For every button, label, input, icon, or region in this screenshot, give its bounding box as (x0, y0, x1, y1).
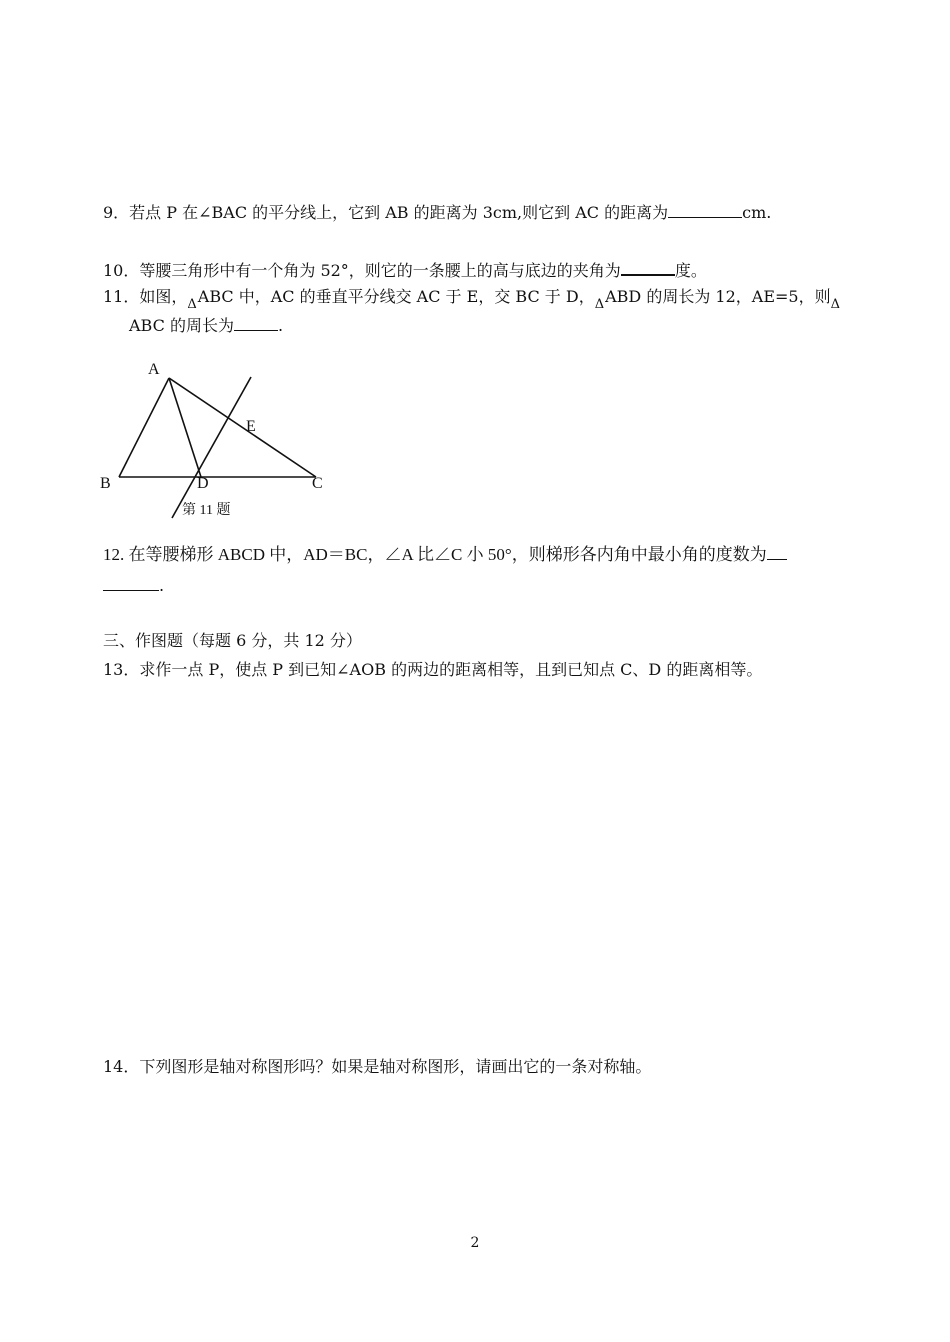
label-b: B (100, 475, 111, 492)
question-12-line-2 (103, 575, 164, 597)
answer-blank-10 (621, 260, 675, 276)
question-11-text-a: ABC 中，AC 的垂直平分线交 AC 于 E，交 BC 于 D， (197, 287, 595, 306)
question-11-intro: 11．如图， (103, 287, 188, 306)
question-11-line-2 (129, 315, 283, 337)
question-10-unit: 度。 (674, 261, 707, 280)
question-12-text: 12. 在等腰梯形 ABCD 中，AD＝BC，∠A 比∠C 小 50°，则梯形各内角中最小角的度数为 (103, 545, 767, 564)
label-d: D (197, 475, 209, 492)
label-c: C (312, 475, 323, 492)
perpendicular-bisector (172, 377, 251, 518)
question-9-text: 9．若点 P 在∠BAC 的平分线上，它到 AB 的距离为 3cm,则它到 AC 的距离为 (103, 203, 669, 222)
question-9-unit: cm. (742, 203, 772, 222)
answer-blank-12-b (103, 576, 159, 591)
segment-ab (119, 378, 169, 477)
segment-ad (169, 378, 201, 477)
question-11-text-b: ABD 的周长为 12，AE=5，则 (605, 287, 831, 306)
answer-blank-11 (234, 316, 278, 331)
answer-blank-12-a (767, 545, 787, 560)
label-e: E (246, 418, 256, 435)
question-10-text: 10．等腰三角形中有一个角为 52°，则它的一条腰上的高与底边的夹角为 (103, 261, 621, 280)
question-13: 13．求作一点 P，使点 P 到已知∠AOB 的两边的距离相等，且到已知点 C、D 的距离相等。 (103, 660, 763, 679)
question-9 (103, 202, 771, 224)
question-14: 14．下列图形是轴对称图形吗？如果是轴对称图形，请画出它的一条对称轴。 (103, 1057, 652, 1076)
label-a: A (148, 361, 160, 378)
question-11-end: . (277, 316, 284, 335)
question-12-end: . (159, 576, 165, 595)
question-11-text-c: ABC 的周长为 (129, 316, 234, 335)
question-12-line-1 (103, 544, 787, 566)
page-number: 2 (470, 1235, 480, 1251)
question-11-line-1 (103, 286, 841, 310)
question-10 (103, 260, 707, 282)
triangle-symbol: Δ (594, 297, 605, 312)
geometry-figure-11 (90, 355, 350, 525)
figure-caption: 第 11 题 (182, 503, 231, 518)
answer-blank-9 (668, 203, 742, 218)
section-3-heading: 三、作图题（每题 6 分，共 12 分） (103, 631, 362, 650)
triangle-symbol: Δ (830, 297, 840, 312)
triangle-symbol: Δ (187, 297, 197, 312)
